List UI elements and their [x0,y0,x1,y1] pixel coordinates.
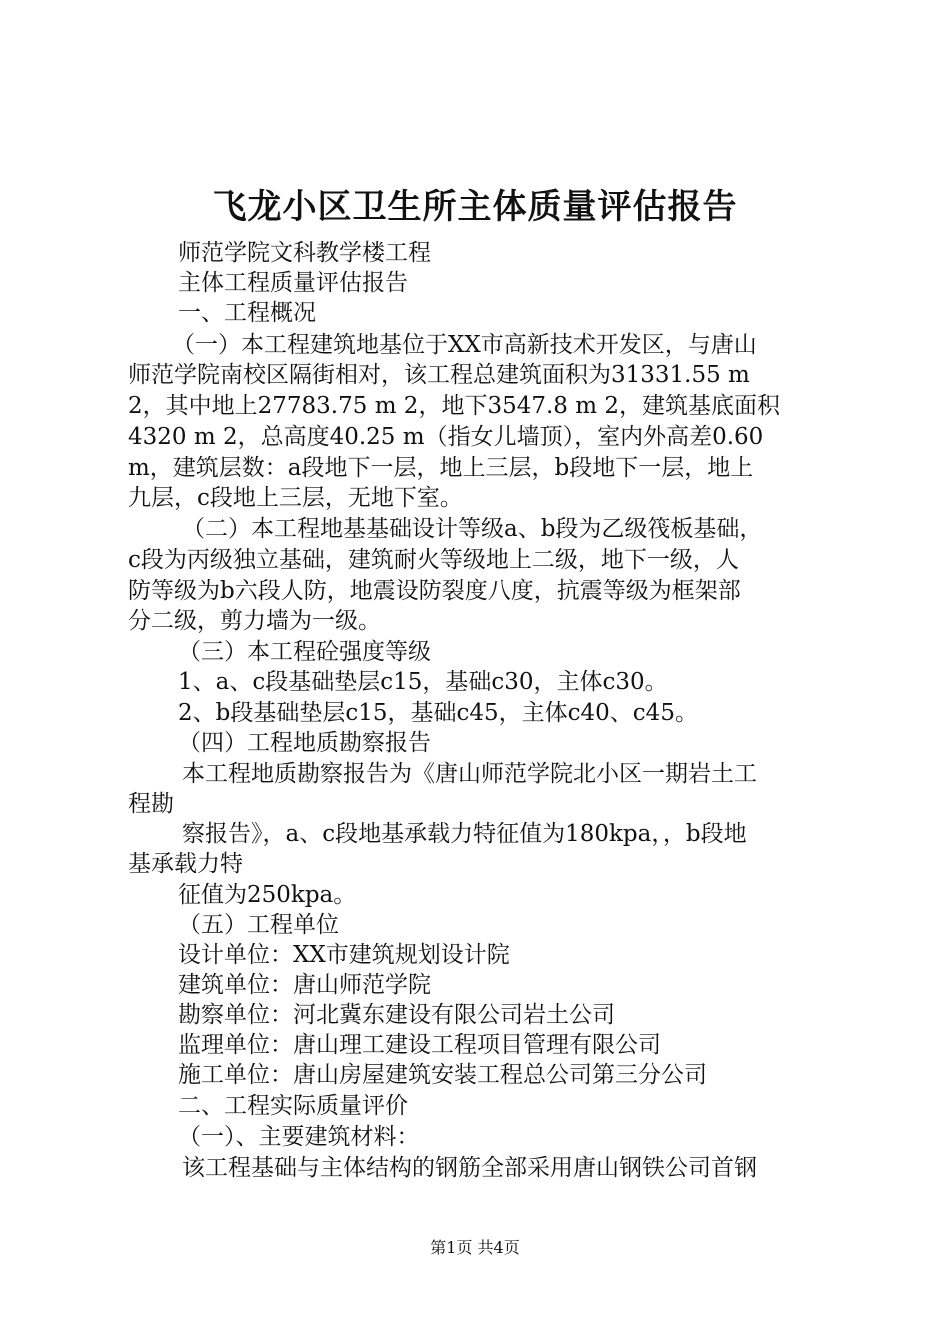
body-line: 程勘 [128,791,174,817]
body-line: 一、工程概况 [178,300,316,326]
body-line: 2、b段基础垫层c15，基础c45，主体c40、c45。 [178,700,698,726]
body-line: 九层，c段地上三层，无地下室。 [128,485,463,511]
body-line: 师范学院文科教学楼工程 [178,240,431,266]
body-line: （一）本工程建筑地基位于XX市高新技术开发区，与唐山 [172,332,757,358]
body-line: 师范学院南校区隔街相对，该工程总建筑面积为31331.55 m [128,362,750,388]
body-line: 监理单位：唐山理工建设工程项目管理有限公司 [178,1032,661,1058]
body-line: c段为丙级独立基础，建筑耐火等级地上二级，地下一级，人 [128,547,739,573]
body-line: 二、工程实际质量评价 [178,1093,408,1119]
page-footer: 第1页 共4页 [430,1238,520,1257]
body-line: 勘察单位：河北冀东建设有限公司岩土公司 [178,1002,615,1028]
body-line: 设计单位：XX市建筑规划设计院 [178,942,510,968]
body-line: 察报告》，a、c段地基承载力特征值为180kpa，，b段地 [182,821,747,847]
body-line: 基承载力特 [128,851,243,877]
body-line: 2，其中地上27783.75 m 2，地下3547.8 m 2，建筑基底面积 [128,393,780,419]
body-line: 防等级为b六段人防，地震设防裂度八度，抗震等级为框架部 [128,578,741,604]
body-line: （五）工程单位 [178,912,339,938]
body-line: （二）本工程地基基础设计等级a、b段为乙级筏板基础， [182,516,763,542]
body-line: 4320 m 2，总高度40.25 m（指女儿墙顶），室内外高差0.60 [128,424,764,450]
body-line: m，建筑层数：a段地下一层，地上三层，b段地下一层，地上 [128,455,754,481]
body-line: （一）、主要建筑材料： [178,1124,420,1150]
body-line: 本工程地质勘察报告为《唐山师范学院北小区一期岩土工 [182,761,757,787]
body-line: 征值为250kpa。 [178,882,357,908]
body-line: （三）本工程砼强度等级 [178,639,431,665]
document-title: 飞龙小区卫生所主体质量评估报告 [212,187,738,227]
body-line: 主体工程质量评估报告 [178,270,408,296]
body-line: 建筑单位：唐山师范学院 [178,972,431,998]
body-line: 该工程基础与主体结构的钢筋全部采用唐山钢铁公司首钢 [182,1155,757,1181]
body-line: （四）工程地质勘察报告 [178,730,431,756]
body-line: 1、a、c段基础垫层c15，基础c30，主体c30。 [178,669,668,695]
body-line: 施工单位：唐山房屋建筑安装工程总公司第三分公司 [178,1062,707,1088]
body-line: 分二级，剪力墙为一级。 [128,608,381,634]
